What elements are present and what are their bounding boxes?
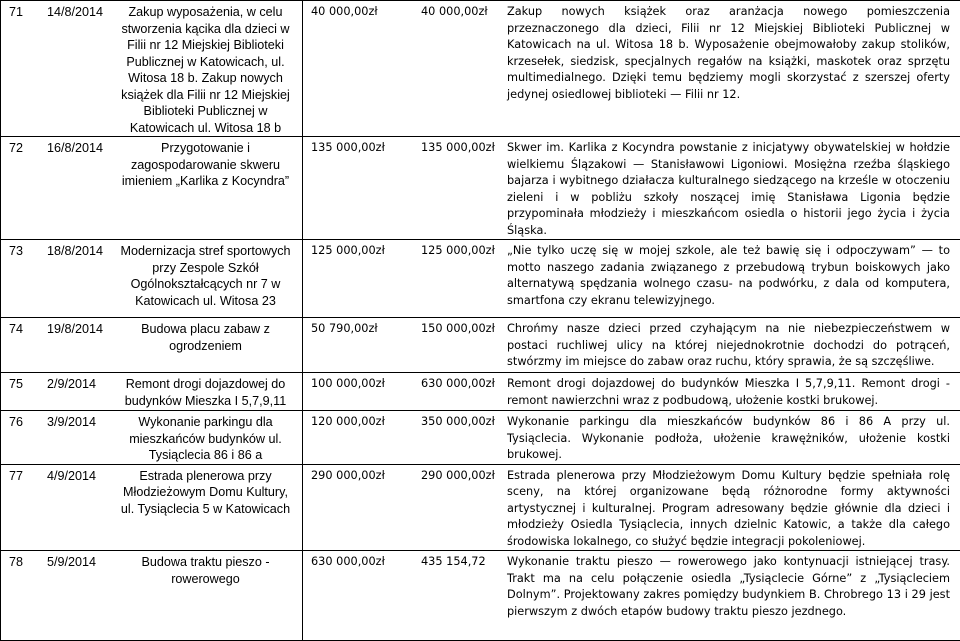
project-description: Remont drogi dojazdowej do budynków Mieszka I 5,7,9,11. Remont drogi - remont nawierzchni wraz z podbudową, ułożenie kostki brukowej.	[507, 376, 952, 409]
table-row	[1, 464, 960, 551]
project-cost: 125 000,00zł	[311, 243, 421, 309]
project-cost: 135 000,00zł	[311, 140, 421, 239]
project-title: Budowa placu zabaw z ogrodzeniem	[117, 321, 298, 354]
project-number: 77	[9, 468, 47, 518]
project-description: Chrońmy nasze dzieci przed czyhającym na nie niebezpieczeństwem w postaci ruchliwej ulicy na której niejednokrotnie dochodzi do potrąceń, stwórzmy im miejsce do zabaw oraz ruchu, który sprawia, że są szczęśliwe.	[507, 321, 952, 371]
table-row	[1, 373, 960, 411]
project-title: Estrada plenerowa przy Młodzieżowym Domu Kultury, ul. Tysiąclecia 5 w Katowicach	[117, 468, 298, 518]
project-details-cell	[303, 464, 960, 551]
project-info-cell	[1, 464, 303, 551]
project-info-cell	[1, 318, 303, 373]
project-cost: 50 790,00zł	[311, 321, 421, 371]
project-title: Remont drogi dojazdowej do budynków Mieszka I 5,7,9,11	[117, 376, 298, 409]
submission-date: 2/9/2014	[47, 376, 117, 409]
project-number: 72	[9, 140, 47, 190]
project-cost: 100 000,00zł	[311, 376, 421, 409]
project-info-cell	[1, 1, 303, 137]
project-number: 78	[9, 554, 47, 587]
table-row	[1, 240, 960, 318]
district-total: 150 000,00zł	[421, 321, 507, 371]
project-number: 74	[9, 321, 47, 354]
project-description: Wykonanie parkingu dla mieszkańców budynków 86 i 86 A przy ul. Tysiąclecia. Wykonanie podłoża, ułożenie krawężników, ułożenie kostki brukowej.	[507, 414, 952, 464]
project-cost: 40 000,00zł	[311, 4, 421, 103]
project-number: 71	[9, 4, 47, 136]
table-row	[1, 411, 960, 465]
submission-date: 3/9/2014	[47, 414, 117, 464]
project-description: Wykonanie traktu pieszo — rowerowego jako kontynuacji istniejącej trasy. Trakt ma na celu połączenie osiedla „Tysiąclecie Górne” z „Tysiącleciem Dolnym”. Projektowany zakres pomiędzy budynkiem B. Chrobrego 13 i 29 jest pierwszym z dwóch etapów budowy traktu pieszo jezdnego.	[507, 554, 952, 620]
project-info-cell	[1, 137, 303, 240]
project-number: 75	[9, 376, 47, 409]
table-row	[1, 318, 960, 373]
project-title: Zakup wyposażenia, w celu stworzenia kącika dla dzieci w Filii nr 12 Miejskiej Biblioteki Publicznej w Katowicach, ul. Witosa 18 b. Zakup nowych książek dla Filii nr 12 Miejskiej Biblioteki Publicznej w Katowicach ul. Witosa 18 b	[117, 4, 298, 136]
project-cost: 630 000,00zł	[311, 554, 421, 620]
project-title: Budowa traktu pieszo - rowerowego	[117, 554, 298, 587]
submission-date: 16/8/2014	[47, 140, 117, 190]
project-number: 73	[9, 243, 47, 309]
submission-date: 19/8/2014	[47, 321, 117, 354]
project-details-cell	[303, 318, 960, 373]
district-total: 135 000,00zł	[421, 140, 507, 239]
project-details-cell	[303, 411, 960, 465]
project-cost: 290 000,00zł	[311, 468, 421, 551]
district-total: 630 000,00zł	[421, 376, 507, 409]
project-info-cell	[1, 551, 303, 641]
project-title: Wykonanie parkingu dla mieszkańców budynków ul. Tysiąclecia 86 i 86 a	[117, 414, 298, 464]
project-cost: 120 000,00zł	[311, 414, 421, 464]
project-info-cell	[1, 240, 303, 318]
project-description: „Nie tylko uczę się w mojej szkole, ale też bawię się i odpoczywam” — to motto naszego zadania związanego z przebudową trybun boiskowych jako alternatywą spędzania wolnego czasu- na podwórku, z dala od komputera, smartfona czy ekranu telewizyjnego.	[507, 243, 952, 309]
submission-date: 4/9/2014	[47, 468, 117, 518]
submission-date: 18/8/2014	[47, 243, 117, 309]
project-number: 76	[9, 414, 47, 464]
project-title: Przygotowanie i zagospodarowanie skweru imieniem „Karlika z Kocyndra”	[117, 140, 298, 190]
project-description: Zakup nowych książek oraz aranżacja nowego pomieszczenia przeznaczonego dla dzieci, Filii nr 12 Miejskiej Biblioteki Publicznej w Katowicach na ul. Witosa 18 b. Wyposażenie obejmowałoby zakup stolików, krzesełek, siedzisk, specjalnych regałów na książki, maskotek oraz sprzętu multimedialnego. Dzięki temu będziemy mogli skorzystać z szerszej oferty jedynej osiedlowej biblioteki — Filii nr 12.	[507, 4, 952, 103]
submission-date: 5/9/2014	[47, 554, 117, 587]
district-total: 290 000,00zł	[421, 468, 507, 551]
district-total: 125 000,00zł	[421, 243, 507, 309]
project-details-cell	[303, 240, 960, 318]
project-info-cell	[1, 373, 303, 411]
project-description: Skwer im. Karlika z Kocyndra powstanie z inicjatywy obywatelskiej w hołdzie wielkiemu Ślązakowi — Stanisławowi Ligoniowi. Mosiężna rzeźba śląskiego bajarza i wybitnego działacza kulturalnego siedzącego na krześle w otoczeniu zieleni i w pobliżu szkoły noszącej imię Stanisława Ligonia będzie przypominała młodzieży i mieszkańcom osiedla o historii jego życia i życia Śląska.	[507, 140, 952, 239]
table-row	[1, 1, 960, 137]
table-row	[1, 551, 960, 641]
project-info-cell	[1, 411, 303, 465]
project-description: Estrada plenerowa przy Młodzieżowym Domu Kultury będzie spełniała rolę sceny, na której organizowane będą różnorodne formy aktywności artystycznej i kulturalnej. Program adresowany będzie głównie dla dzieci i młodzieży Osiedla Tysiąclecia, innych dzielnic Katowic, a także dla całego środowiska lokalnego, co służyć będzie integracji pokoleniowej.	[507, 468, 952, 551]
project-title: Modernizacja stref sportowych przy Zespole Szkół Ogólnokształcących nr 7 w Katowicach ul. Witosa 23	[117, 243, 298, 309]
project-details-cell	[303, 137, 960, 240]
project-details-cell	[303, 551, 960, 641]
district-total: 350 000,00zł	[421, 414, 507, 464]
district-total: 435 154,72	[421, 554, 507, 620]
submission-date: 14/8/2014	[47, 4, 117, 136]
project-details-cell	[303, 373, 960, 411]
district-total: 40 000,00zł	[421, 4, 507, 103]
table-row	[1, 137, 960, 240]
project-details-cell	[303, 1, 960, 137]
